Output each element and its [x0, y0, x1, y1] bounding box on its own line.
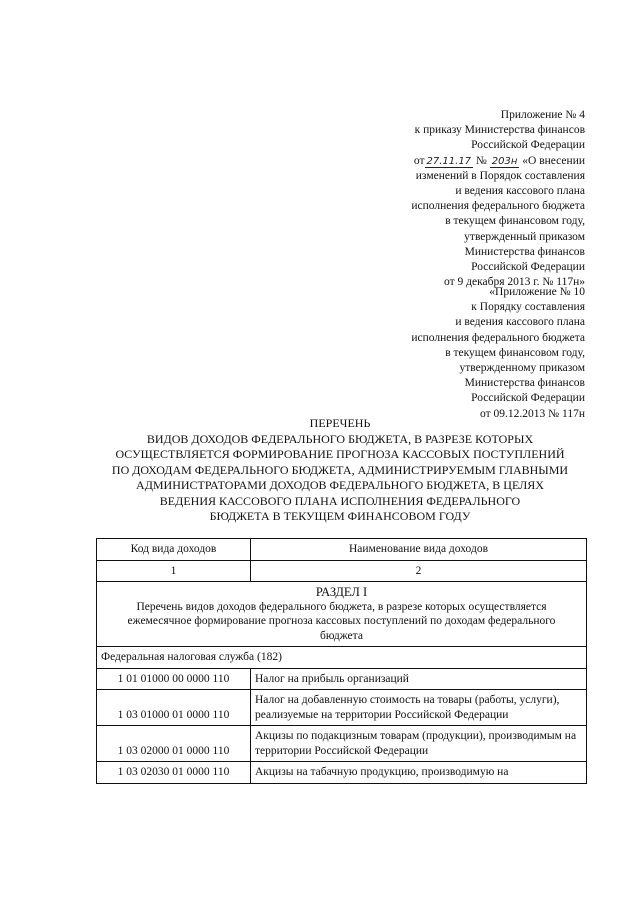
title-line: ПЕРЕЧЕНЬ	[309, 416, 371, 430]
annex-line: Приложение № 4	[500, 109, 585, 121]
income-name: Налог на добавленную стоимость на товары (работы, услуги), реализуемые на территории Российской Федерации	[251, 690, 587, 726]
column-number-row	[97, 560, 587, 582]
income-code: 1 01 01000 00 0000 110	[97, 668, 251, 690]
annex-line: Российской Федерации	[471, 139, 585, 152]
table-header-row	[97, 539, 587, 561]
annex-line: к приказу Министерства финансов	[414, 124, 585, 137]
annex-quote-line: Министерства финансов	[464, 377, 585, 390]
income-code: 1 03 02030 01 0000 110	[97, 762, 251, 784]
income-code: 1 03 01000 01 0000 110	[97, 690, 251, 726]
annex-line: в текущем финансовом году,	[445, 215, 585, 228]
section-description-line: бюджета	[320, 629, 363, 642]
title-line: ВЕДЕНИЯ КАССОВОГО ПЛАНА ИСПОЛНЕНИЯ ФЕДЕРАЛЬНОГО	[159, 493, 521, 508]
column-header-name: Наименование вида доходов	[251, 539, 587, 561]
section-description-line: Перечень видов доходов федерального бюджета, в разрезе которых осуществляется	[136, 600, 547, 613]
annex-quote-line: исполнения федерального бюджета	[411, 331, 585, 344]
annex-line: изменений в Порядок составления	[415, 169, 585, 182]
annex-line: и ведения кассового плана	[455, 185, 585, 198]
section-description-line: ежемесячное формирование прогноза кассовых поступлений по доходам федерального	[127, 615, 556, 627]
title-line: АДМИНИСТРАТОРАМИ ДОХОДОВ ФЕДЕРАЛЬНОГО БЮДЖЕТА, В ЦЕЛЯХ	[136, 478, 544, 492]
annex-line: Российской Федерации	[471, 261, 585, 274]
order-prefix: от	[413, 154, 425, 167]
annex-header	[411, 108, 585, 290]
annex-quote-line: «Приложение № 10	[489, 286, 585, 298]
document-title	[95, 416, 585, 525]
title-line: ВИДОВ ДОХОДОВ ФЕДЕРАЛЬНОГО БЮДЖЕТА, В РАЗРЕЗЕ КОТОРЫХ	[146, 431, 534, 446]
title-line: БЮДЖЕТА В ТЕКУЩЕМ ФИНАНСОВОМ ГОДУ	[209, 509, 471, 523]
title-line: ПО ДОХОДАМ ФЕДЕРАЛЬНОГО БЮДЖЕТА, АДМИНИСТРИРУЕМЫМ ГЛАВНЫМИ	[111, 462, 569, 477]
title-line: ОСУЩЕСТВЛЯЕТСЯ ФОРМИРОВАНИЕ ПРОГНОЗА КАССОВЫХ ПОСТУПЛЕНИЙ	[115, 447, 565, 461]
column-number-2: 2	[251, 560, 587, 582]
annex-quote-line: Российской Федерации	[471, 392, 585, 405]
annex-line: утвержденный приказом	[464, 230, 585, 243]
income-name: Налог на прибыль организаций	[251, 668, 587, 690]
annex-quote-line: к Порядку составления	[471, 301, 585, 314]
column-header-code: Код вида доходов	[97, 539, 251, 561]
annex-quote-line: утвержденному приказом	[459, 362, 585, 375]
order-suffix: «О внесении	[522, 154, 585, 167]
handwritten-order-number: 203н	[491, 155, 518, 167]
section-heading	[97, 582, 587, 647]
annex-line: Министерства финансов	[464, 245, 585, 258]
income-code: 1 03 02000 01 0000 110	[97, 726, 251, 762]
income-name: Акцизы на табачную продукцию, производимую на	[251, 762, 587, 784]
table-row	[97, 668, 587, 690]
column-number-1: 1	[97, 560, 251, 582]
annex-quote	[411, 285, 585, 422]
table-row	[97, 726, 587, 762]
section-title: РАЗДЕЛ I	[315, 585, 368, 599]
annex-quote-line: и ведения кассового плана	[455, 316, 585, 329]
income-types-table	[96, 538, 587, 784]
order-number-prefix: №	[475, 154, 487, 167]
group-label: Федеральная налоговая служба (182)	[97, 647, 587, 669]
annex-line: от 9 декабря 2013 г. № 117н»	[444, 276, 585, 289]
handwritten-order-date: 27.11.17	[426, 155, 472, 167]
section-row	[97, 582, 587, 647]
table-row	[97, 690, 587, 726]
order-reference-line	[411, 154, 585, 169]
annex-quote-line: от 09.12.2013 № 117н	[480, 407, 585, 420]
annex-quote-line: в текущем финансовом году,	[445, 346, 585, 359]
table-row	[97, 762, 587, 784]
annex-line: исполнения федерального бюджета	[411, 200, 585, 213]
income-name: Акцизы по подакцизным товарам (продукции), производимым на территории Российской Федерации	[251, 726, 587, 762]
group-row	[97, 647, 587, 669]
